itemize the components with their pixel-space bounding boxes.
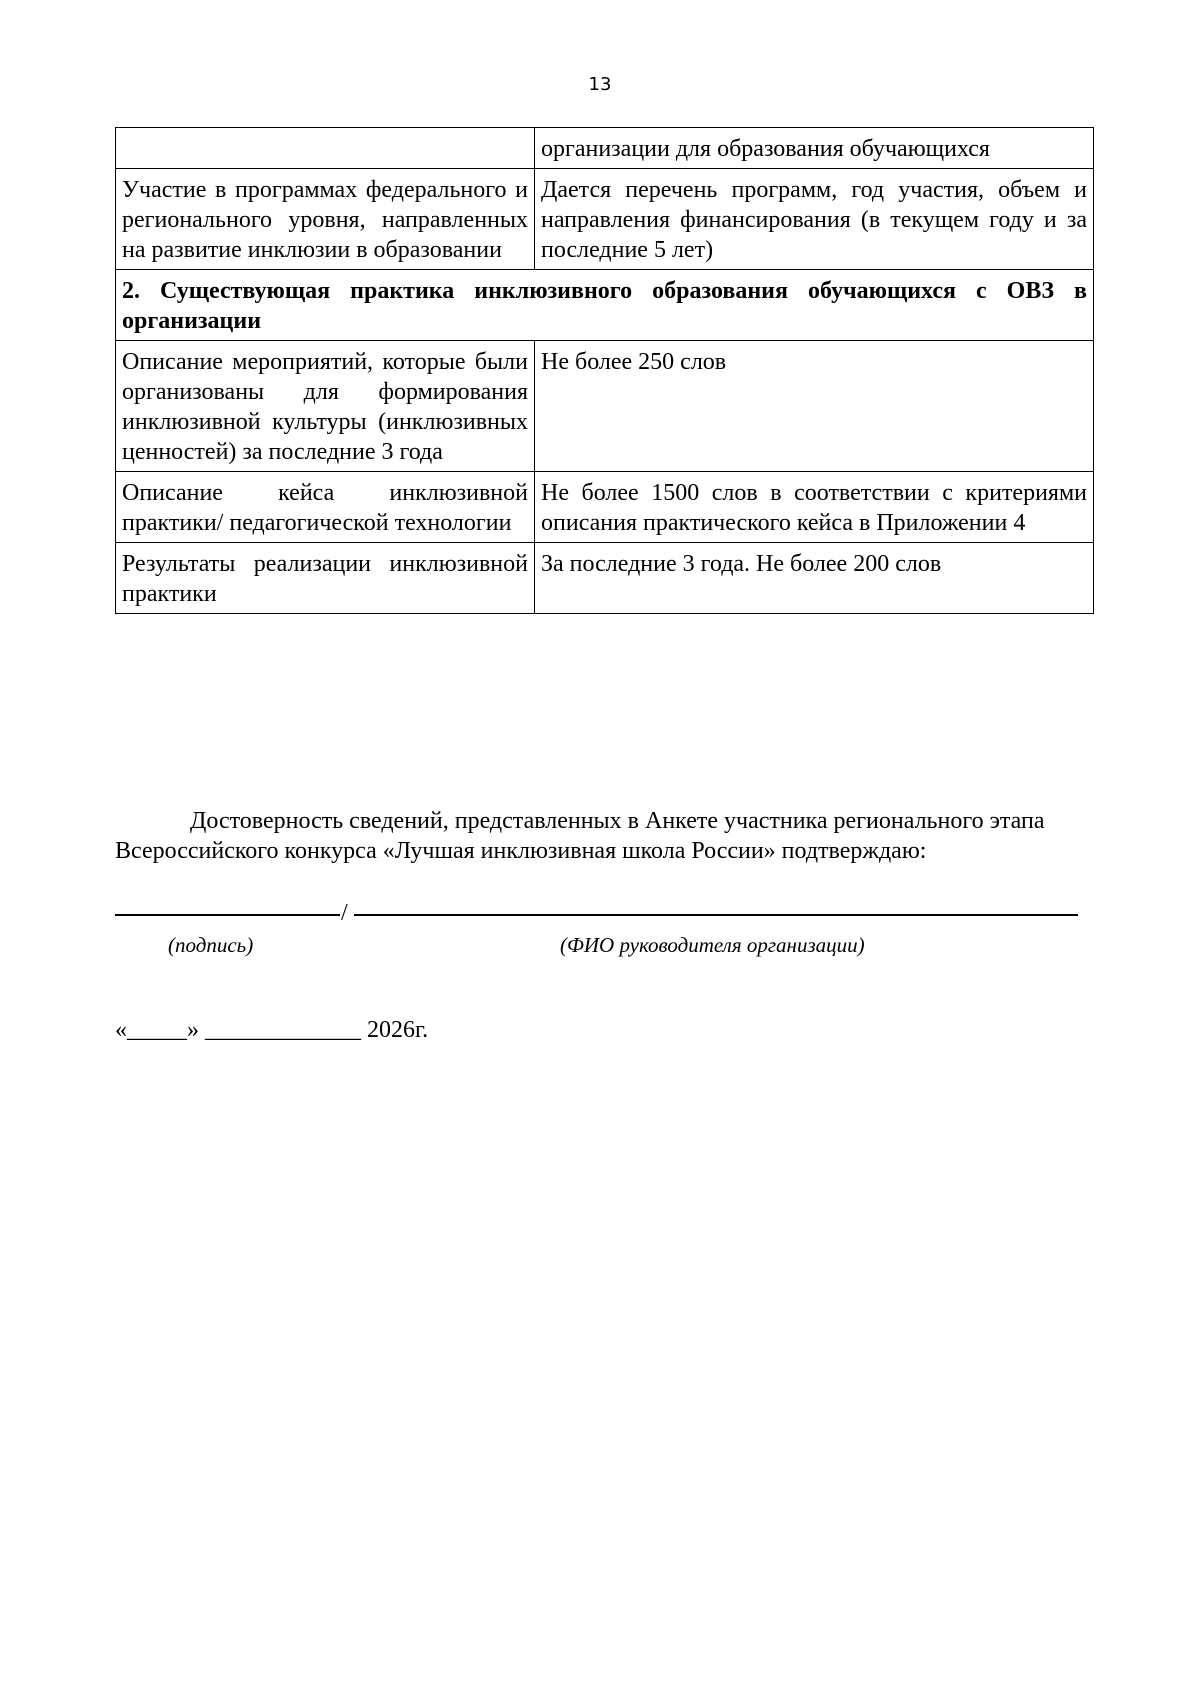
section-header-row [116,270,1094,341]
table-cell-value: Дается перечень программ, год участия, объем и направления финансирования (в текущем году и за последние 5 лет) [535,169,1094,270]
table-cell-value: За последние 3 года. Не более 200 слов [535,543,1094,614]
page-number: 13 [588,74,612,95]
name-caption: (ФИО руководителя организации) [560,933,865,957]
table-row [116,543,1094,614]
table-cell-value: Не более 1500 слов в соответствии с критериями описания практического кейса в Приложении 4 [535,472,1094,543]
signature-line [115,914,340,916]
application-form-table [115,127,1094,614]
table-cell-label: Описание мероприятий, которые были организованы для формирования инклюзивной культуры (инклюзивных ценностей) за последние 3 года [116,341,535,472]
table-row [116,472,1094,543]
section-title: 2. Существующая практика инклюзивного образования обучающихся с ОВЗ в организации [116,270,1094,341]
table-cell-label: Описание кейса инклюзивной практики/ педагогической технологии [116,472,535,543]
table-cell-label: Участие в программах федерального и регионального уровня, направленных на развитие инклюзии в образовании [116,169,535,270]
name-line [354,914,1078,916]
table-row [116,169,1094,270]
date-line: «_____» _____________ 2026г. [115,1017,429,1043]
table-cell-empty [116,128,535,169]
confirmation-paragraph: Достоверность сведений, представленных в Анкете участника регионального этапа Всероссийского конкурса «Лучшая инклюзивная школа России» подтверждаю: [115,808,1045,864]
signature-separator: / [341,900,348,926]
table-cell-value: Не более 250 слов [535,341,1094,472]
table-cell-value: организации для образования обучающихся [535,128,1094,169]
table-row [116,341,1094,472]
table-cell-label: Результаты реализации инклюзивной практики [116,543,535,614]
signature-caption: (подпись) [168,933,254,957]
table-row [116,128,1094,169]
